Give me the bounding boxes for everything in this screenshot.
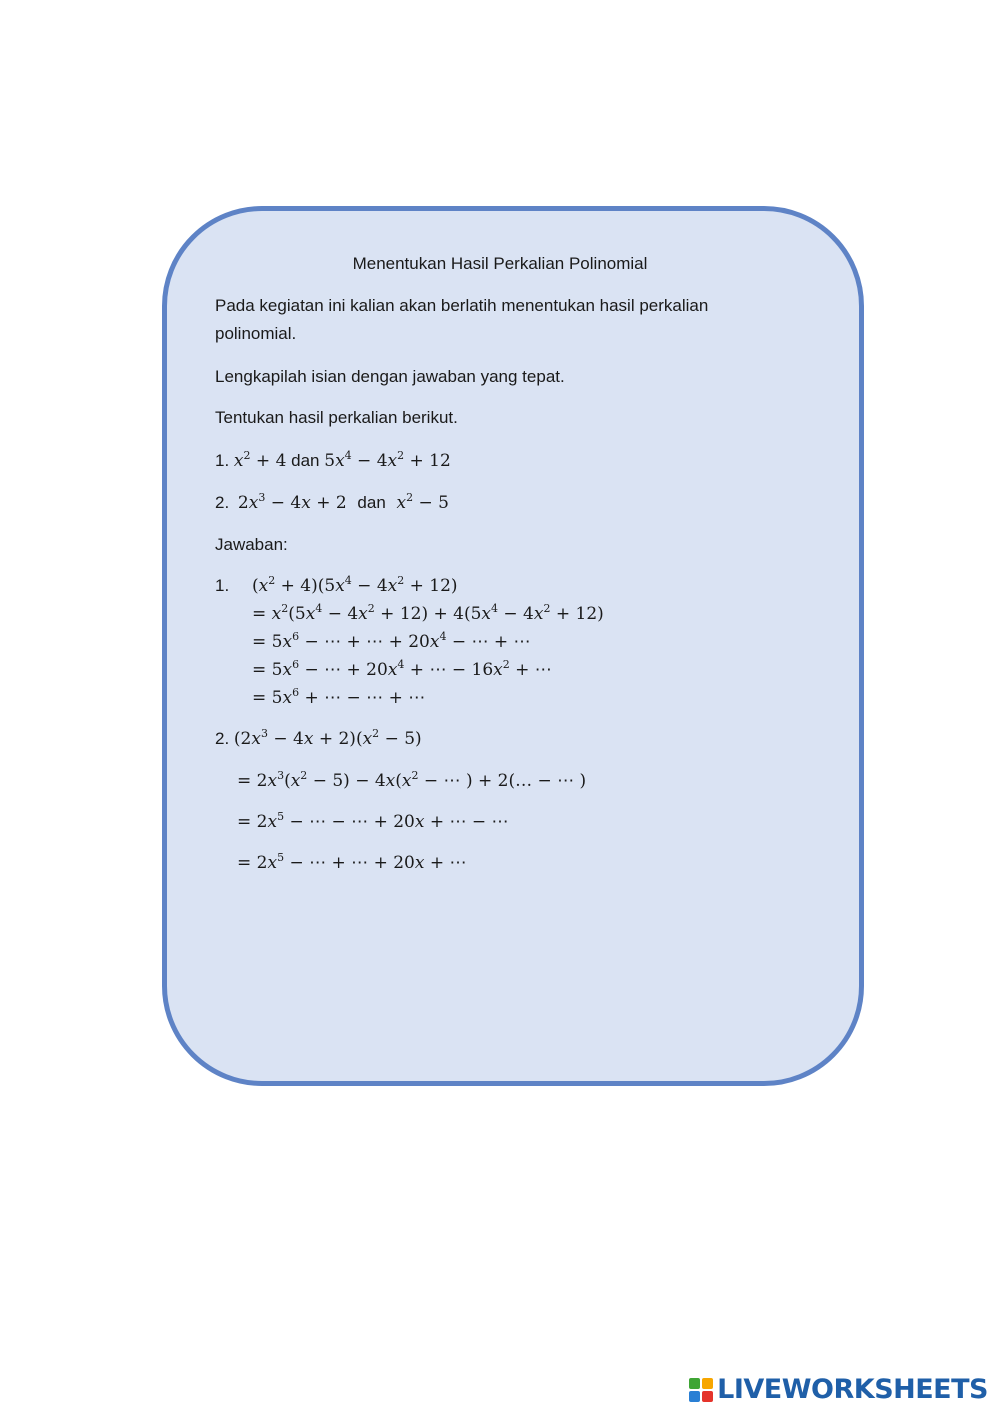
answer-1-step-4: = $5x^6$ − ⋯ + $20x^4$ + ⋯ − $16x^2$ + ⋯ [252,658,552,680]
answer-1-step-3: = $5x^6$ − ⋯ + ⋯ + $20x^4$ − ⋯ + ⋯ [252,630,531,652]
answer-2-step-2: = $2x^3(x^2 - 5) - 4x(x^2$ − ⋯ ) + 2(… − ⋯ ) [237,769,587,791]
answer-2-step-3: = $2x^5$ − ⋯ − ⋯ + 20x + ⋯ − ⋯ [237,810,509,832]
answer-2-number: 2. [215,729,230,748]
answer-1-step-5: = $5x^6$ + ⋯ − ⋯ + ⋯ [252,686,426,708]
answer-2 [215,729,422,749]
answer-1-step-1: $(x^2 + 4)(5x^4 - 4x^2 + 12)$ [252,574,458,596]
question-1-conj: dan [291,451,320,470]
page-title: Menentukan Hasil Perkalian Polinomial [352,254,648,273]
question-1-expr-b: $5x^4 - 4x^2 + 12$ [324,449,451,471]
instruction-text: Lengkapilah isian dengan jawaban yang tepat. [215,367,565,386]
answer-2-step-1: $(2x^3 - 4x + 2)(x^2 - 5)$ [233,727,422,749]
question-1-number: 1. [215,451,230,470]
answer-label: Jawaban: [215,535,288,554]
liveworksheets-logo-icon [689,1378,713,1402]
answer-1-number: 1. [215,576,230,595]
question-2-conj: dan [357,493,386,512]
liveworksheets-brand-text: LIVEWORKSHEETS [717,1374,988,1405]
answer-2-step-4: = $2x^5$ − ⋯ + ⋯ + 20x + ⋯ [237,851,467,873]
intro-text-line-1: Pada kegiatan ini kalian akan berlatih menentukan hasil perkalian [215,296,709,315]
question-2-expr-a: $2x^3 - 4x + 2$ [237,491,347,513]
question-2 [215,493,449,513]
question-2-number: 2. [215,493,230,512]
question-1 [215,451,451,471]
answer-1-step-2: = $x^2(5x^4 - 4x^2 + 12) + 4(5x^4 - 4x^2 + 12)$ [252,602,604,624]
intro-text-line-2: polinomial. [215,324,297,343]
liveworksheets-logo [689,1374,988,1405]
question-2-expr-b: $x^2 - 5$ [396,491,449,513]
task-text: Tentukan hasil perkalian berikut. [215,408,458,427]
question-1-expr-a: $x^2 + 4$ [233,449,287,471]
